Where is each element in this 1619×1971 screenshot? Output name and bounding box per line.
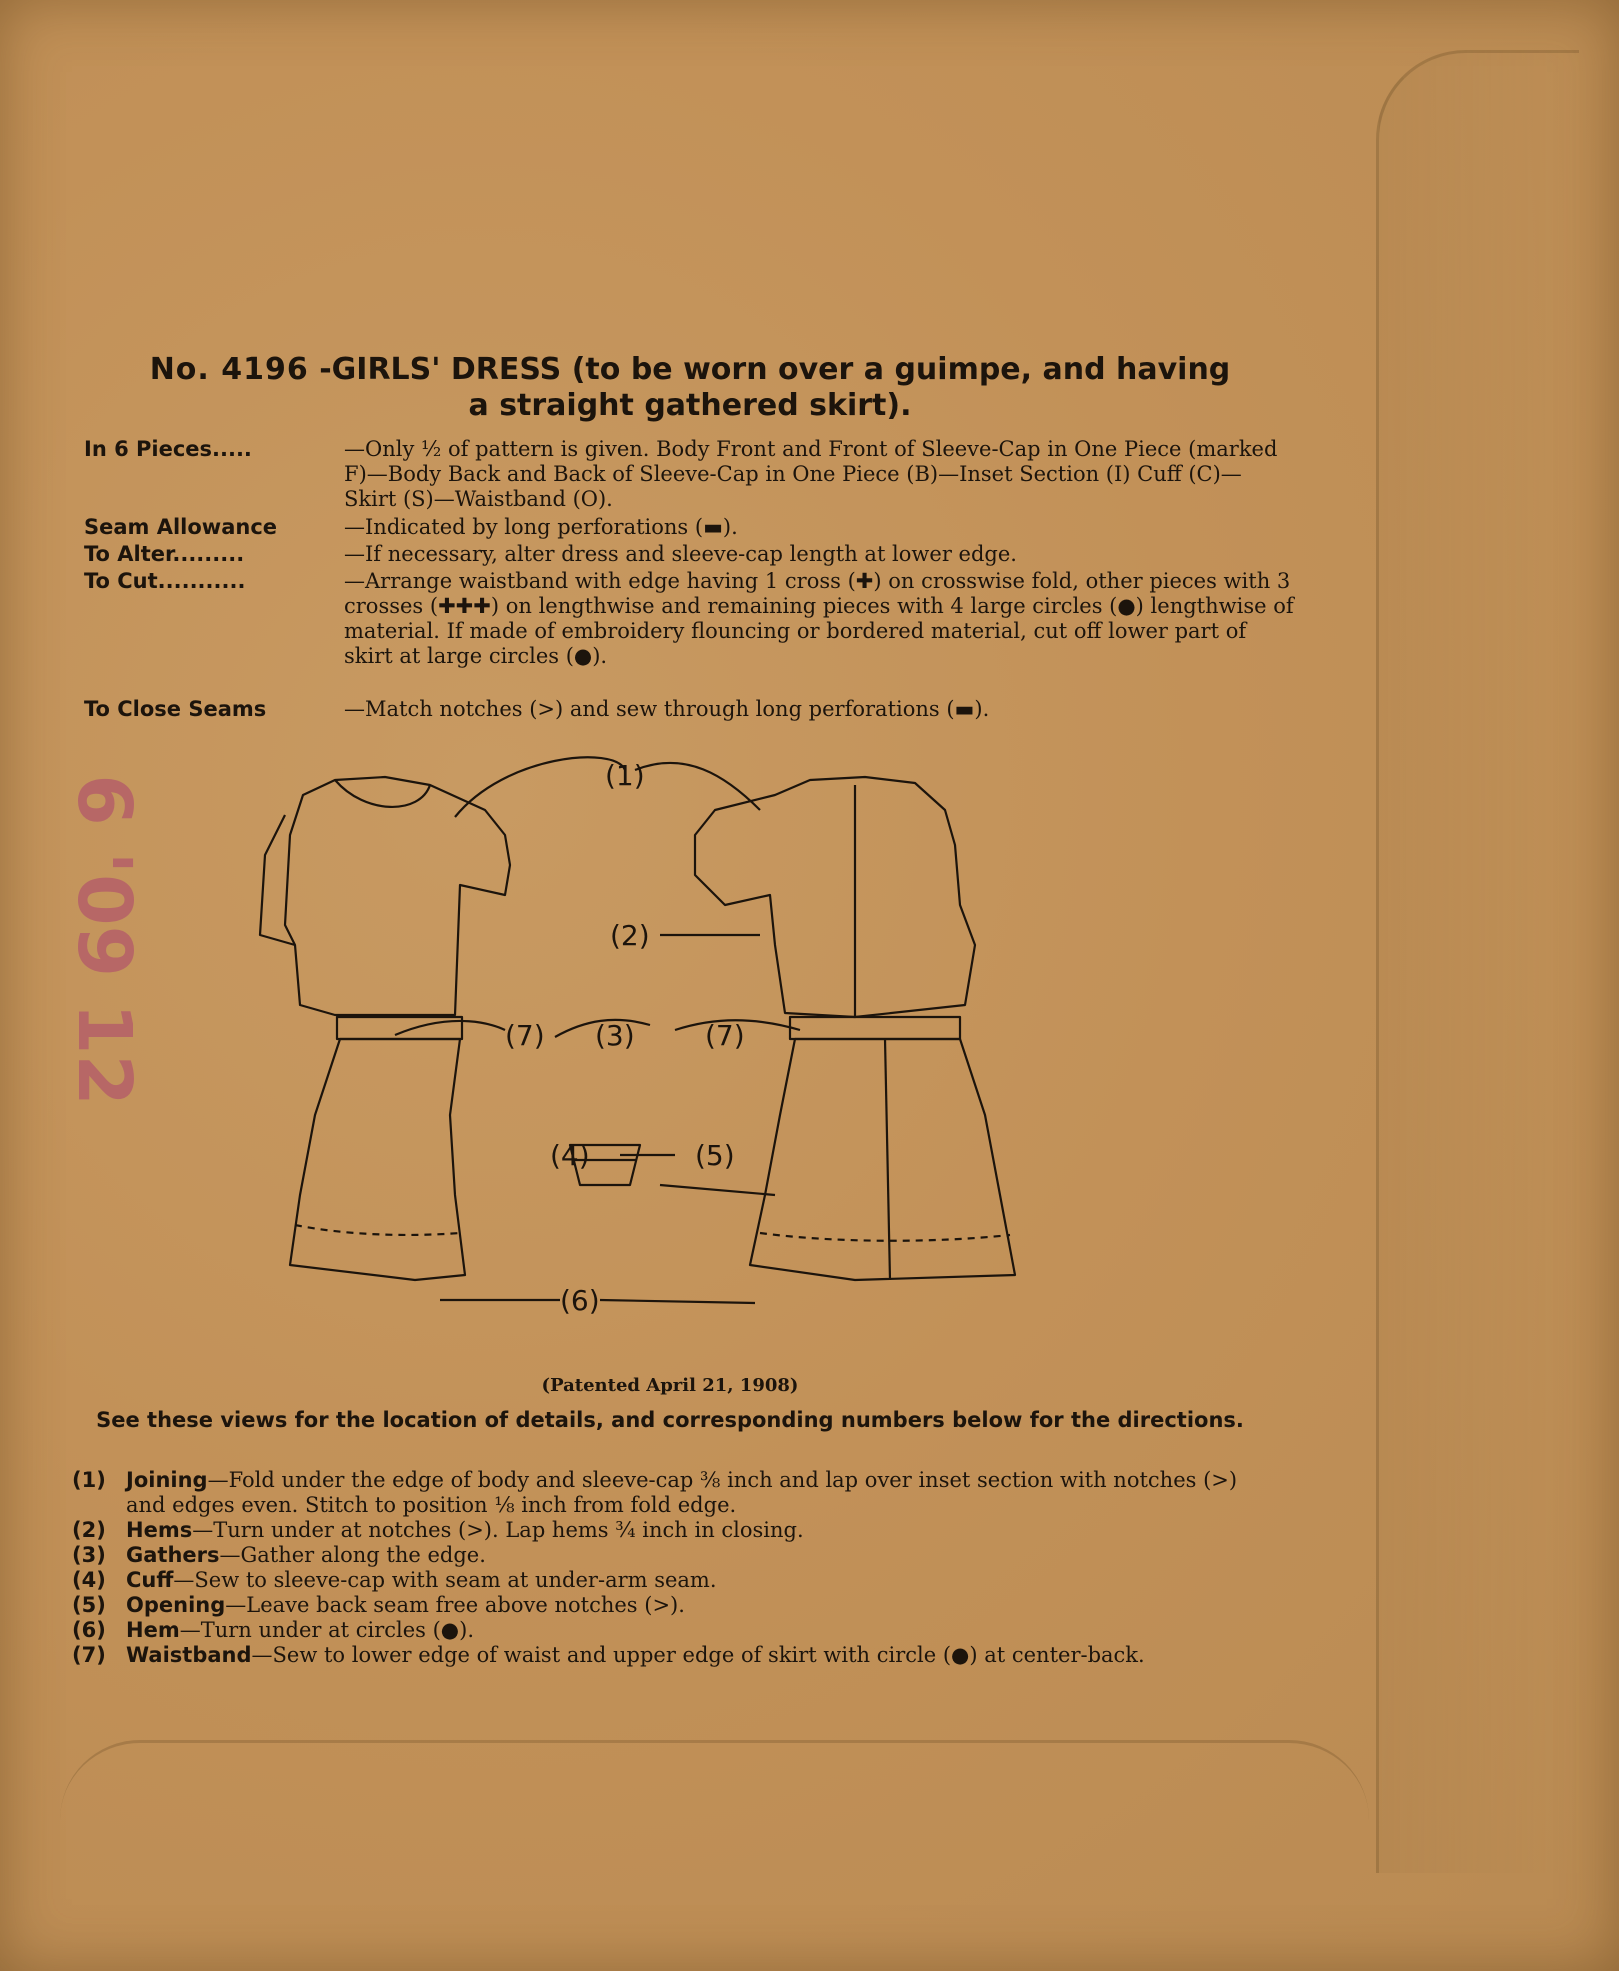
pattern-name: GIRLS' DRESS [331, 352, 562, 387]
pattern-subtitle-2: a straight gathered skirt). [468, 388, 912, 423]
step-hems: (2) Hems—Turn under at notches (>). Lap hems ¾ inch in closing. [72, 1518, 804, 1542]
diagram-label-2: (2) [610, 919, 650, 952]
diagram-label-7b: (7) [705, 1019, 745, 1052]
front-bodice [285, 777, 510, 1015]
back-skirt [750, 1039, 1015, 1280]
see-views-note: See these views for the location of details, and corresponding numbers below for the directions. [96, 1408, 1244, 1432]
back-waistband [790, 1017, 960, 1039]
instruction-close-seams: To Close Seams —Match notches (>) and sew through long perforations (▬). [84, 697, 990, 721]
instruction-seam-allowance: Seam Allowance —Indicated by long perforations (▬). [84, 515, 738, 539]
front-skirt [290, 1039, 465, 1280]
step-waistband: (7) Waistband—Sew to lower edge of waist and upper edge of skirt with circle (●) at center-back. [72, 1643, 1145, 1667]
step-hem: (6) Hem—Turn under at circles (●). [72, 1618, 475, 1642]
diagram-label-6: (6) [560, 1284, 600, 1315]
front-waistband [337, 1017, 462, 1039]
diagram-label-7a: (7) [505, 1019, 545, 1052]
diagram-label-3: (3) [595, 1019, 635, 1052]
step-gathers: (3) Gathers—Gather along the edge. [72, 1543, 486, 1567]
envelope-bottom-flap [60, 1740, 1369, 1923]
patent-note: (Patented April 21, 1908) [541, 1375, 799, 1396]
dress-diagram [255, 755, 1100, 1315]
direction-steps [72, 1468, 1272, 1668]
instruction-to-alter: To Alter......... —If necessary, alter dress and sleeve-cap length at lower edge. [84, 542, 1017, 566]
envelope-side-flap [1376, 50, 1579, 1873]
front-neckline [335, 780, 430, 807]
pattern-number: No. 4196 [149, 352, 309, 387]
pattern-title: No. 4196 -GIRLS' DRESS (to be worn over a guimpe, and having a straight gathered skirt). [85, 352, 1295, 424]
step-opening: (5) Opening—Leave back seam free above notches (>). [72, 1593, 685, 1617]
pattern-subtitle-1: (to be worn over a guimpe, and having [571, 352, 1231, 387]
diagram-label-5: (5) [695, 1139, 735, 1172]
step-cuff: (4) Cuff—Sew to sleeve-cap with seam at under-arm seam. [72, 1568, 717, 1592]
date-stamp: 6 '09 12 [61, 774, 147, 1106]
back-bodice [695, 777, 975, 1017]
step-joining: (1) Joining—Fold under the edge of body and sleeve-cap ⅜ inch and lap over inset section with notches (>) and edges even. Stitch to position ⅛ inch from fold edge. [72, 1468, 1238, 1517]
instruction-pieces: In 6 Pieces..... —Only ½ of pattern is given. Body Front and Front of Sleeve-Cap in One Piece (marked F)—Body Back and Back of Sleeve-Cap in One Piece (B)—Inset Section (I) Cuff (C)—Skirt (S)—Waistband (O). [84, 437, 1278, 511]
diagram-label-4: (4) [550, 1139, 590, 1172]
instruction-to-cut: To Cut........... —Arrange waistband with edge having 1 cross (✚) on crosswise fold, other pieces with 3 crosses (✚✚✚) on lengthwise and remaining pieces with 4 large circles (●) lengthwise of material. If made of embroidery flouncing or bordered material, cut off lower part of skirt at large circles (●). [84, 569, 1294, 668]
diagram-label-1: (1) [605, 759, 645, 792]
